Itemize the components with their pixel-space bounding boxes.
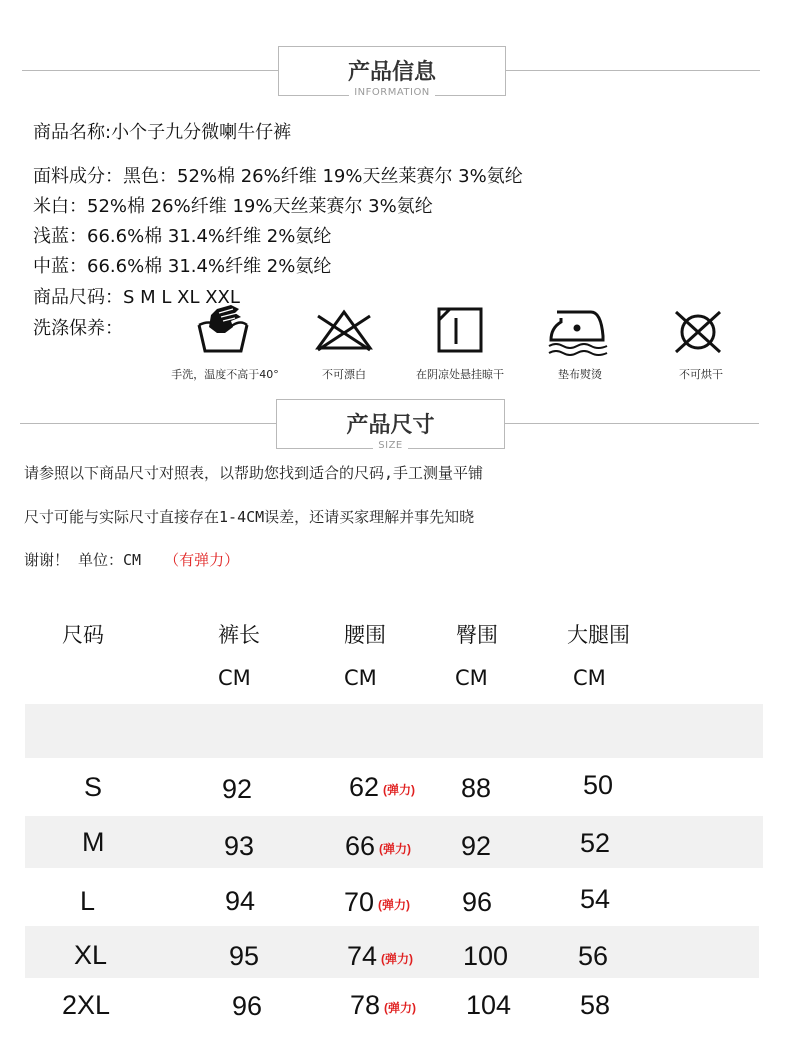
fabric-white: 米白：52%棉 26%纤维 19%天丝莱赛尔 3%氨纶 — [33, 196, 433, 217]
elastic-tag: (弹力) — [383, 783, 416, 797]
section-divider-right — [504, 70, 760, 71]
cell-size: XL — [74, 940, 108, 970]
cell-length: 93 — [224, 831, 255, 861]
iron-with-cloth-icon — [547, 306, 609, 358]
elastic-note: （有弹力） — [164, 551, 240, 569]
fabric-black: 面料成分：黑色：52%棉 26%纤维 19%天丝莱赛尔 3%氨纶 — [33, 166, 523, 187]
size-note-2: 尺寸可能与实际尺寸直接存在1-4CM误差，还请买家理解并事先知晓 — [24, 508, 475, 526]
header-thigh: 大腿围 — [567, 623, 630, 647]
care-label-line-dry: 在阴凉处悬挂晾干 — [416, 368, 504, 381]
section-title: 产品信息 — [347, 60, 436, 85]
elastic-tag: (弹力) — [381, 952, 414, 966]
product-name: 商品名称:小个子九分微喇牛仔裤 — [33, 122, 292, 143]
unit-hip: CM — [455, 666, 488, 690]
no-bleach-icon — [314, 308, 374, 352]
cell-length: 94 — [225, 886, 256, 916]
cell-hip: 104 — [466, 990, 512, 1020]
elastic-tag: (弹力) — [378, 898, 411, 912]
table-band — [25, 704, 763, 758]
hand-wash-icon — [195, 303, 251, 355]
cell-waist: 78 (弹力) — [350, 990, 417, 1020]
cell-hip: 88 — [461, 773, 492, 803]
elastic-tag: (弹力) — [384, 1001, 417, 1015]
cell-length: 96 — [232, 991, 263, 1021]
cell-waist: 74 (弹力) — [347, 941, 414, 971]
header-waist: 腰围 — [344, 623, 386, 647]
cell-size: S — [84, 772, 103, 802]
cell-thigh: 54 — [580, 884, 611, 914]
care-label-no-dry: 不可烘干 — [679, 368, 723, 381]
cell-waist: 70 (弹力) — [344, 887, 411, 917]
elastic-tag: (弹力) — [379, 842, 412, 856]
cell-waist: 66 (弹力) — [345, 831, 412, 861]
line-dry-shade-icon — [436, 306, 484, 354]
section-divider-left — [20, 423, 278, 424]
cell-length: 95 — [229, 941, 260, 971]
cell-hip: 100 — [463, 941, 509, 971]
cell-thigh: 50 — [583, 770, 614, 800]
cell-size: 2XL — [62, 990, 111, 1020]
unit-length: CM — [218, 666, 251, 690]
unit-thigh: CM — [573, 666, 606, 690]
header-hip: 臀围 — [456, 623, 498, 647]
care-label-hand-wash: 手洗，温度不高于40° — [171, 368, 279, 381]
no-tumble-dry-icon — [672, 308, 724, 356]
cell-size: L — [80, 886, 96, 916]
cell-thigh: 58 — [580, 990, 611, 1020]
section-title: 产品尺寸 — [346, 413, 435, 438]
cell-size: M — [82, 827, 105, 857]
care-label-iron: 垫布熨烫 — [558, 368, 602, 381]
cell-thigh: 56 — [578, 941, 609, 971]
section-divider-right — [503, 423, 759, 424]
header-size: 尺码 — [62, 623, 104, 647]
product-sizes: 商品尺码：S M L XL XXL — [33, 287, 240, 308]
cell-length: 92 — [222, 774, 253, 804]
cell-hip: 96 — [462, 887, 493, 917]
cell-thigh: 52 — [580, 828, 611, 858]
header-length: 裤长 — [218, 623, 260, 647]
unit-text: 谢谢！ 单位：CM — [24, 551, 142, 569]
section-subtitle: SIZE — [277, 440, 504, 451]
care-heading: 洗涤保养： — [33, 318, 123, 339]
section-header-info — [278, 46, 506, 96]
cell-hip: 92 — [461, 831, 492, 861]
section-subtitle: INFORMATION — [279, 87, 505, 98]
care-label-no-bleach: 不可漂白 — [322, 368, 366, 381]
section-header-size — [276, 399, 505, 449]
unit-waist: CM — [344, 666, 377, 690]
size-note-1: 请参照以下商品尺寸对照表，以帮助您找到适合的尺码,手工测量平铺 — [24, 464, 484, 482]
size-note-3 — [24, 549, 239, 570]
cell-waist: 62 (弹力) — [349, 772, 416, 802]
fabric-mid-blue: 中蓝：66.6%棉 31.4%纤维 2%氨纶 — [33, 256, 332, 277]
section-divider-left — [22, 70, 280, 71]
fabric-light-blue: 浅蓝：66.6%棉 31.4%纤维 2%氨纶 — [33, 226, 332, 247]
